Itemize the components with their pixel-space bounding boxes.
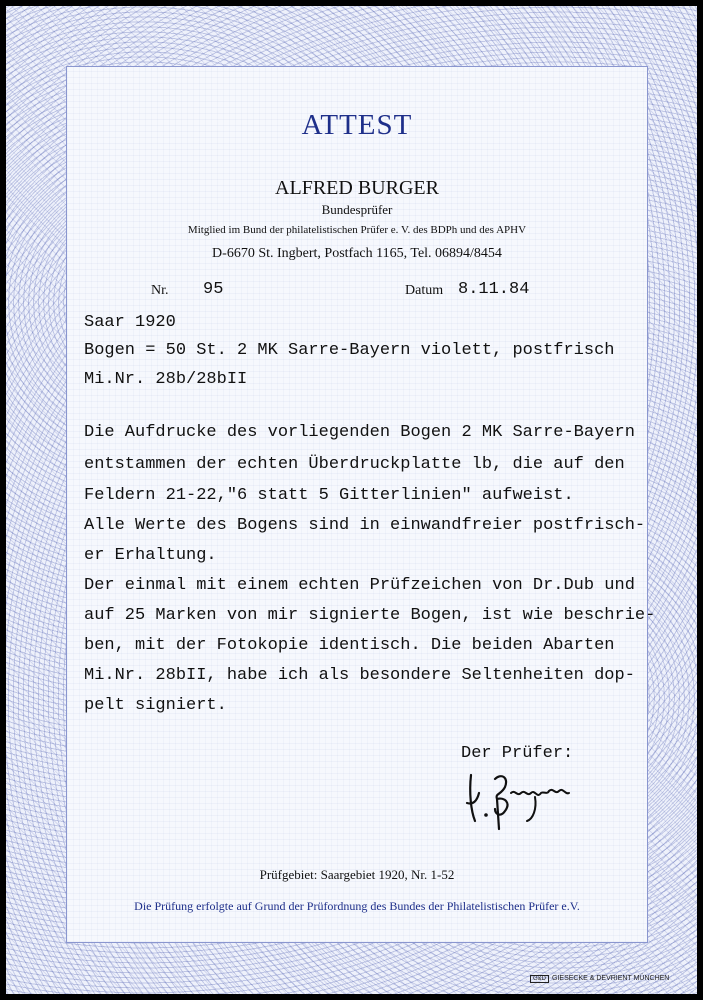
- body-line: pelt signiert.: [84, 696, 227, 715]
- body-line: auf 25 Marken von mir signierte Bogen, ist wie beschrie-: [84, 606, 656, 625]
- body-line: Bogen = 50 St. 2 MK Sarre-Bayern violett, postfrisch: [84, 341, 615, 360]
- signature-label: Der Prüfer:: [461, 744, 574, 763]
- printer-name: GIESECKE & DEVRIENT MÜNCHEN: [552, 975, 670, 982]
- printer-logo: G&D: [530, 975, 549, 983]
- address-line: D-6670 St. Ingbert, Postfach 1165, Tel. 06894/8454: [212, 246, 502, 261]
- examiner-name: ALFRED BURGER: [275, 177, 439, 199]
- body-line: Mi.Nr. 28bII, habe ich als besondere Seltenheiten dop-: [84, 666, 635, 685]
- body-line: Mi.Nr. 28b/28bII: [84, 370, 248, 389]
- examiner-role: Bundesprüfer: [321, 202, 393, 217]
- certificate-sheet: [6, 6, 697, 994]
- examination-scope: Prüfgebiet: Saargebiet 1920, Nr. 1-52: [259, 867, 455, 882]
- date-value: 8.11.84: [458, 280, 530, 299]
- body-line: Saar 1920: [84, 313, 176, 332]
- number-value: 95: [203, 280, 224, 299]
- document-title: ATTEST: [301, 109, 413, 141]
- body-line: Alle Werte des Bogens sind in einwandfreier postfrisch-: [84, 516, 646, 535]
- body-line: ben, mit der Fotokopie identisch. Die beiden Abarten: [84, 636, 615, 655]
- body-line: Der einmal mit einem echten Prüfzeichen von Dr.Dub und: [84, 576, 635, 595]
- body-line: Die Aufdrucke des vorliegenden Bogen 2 MK Sarre-Bayern: [84, 423, 635, 442]
- number-label: Nr.: [151, 283, 169, 298]
- date-label: Datum: [405, 283, 444, 298]
- certificate-panel: [66, 66, 656, 943]
- body-line: Feldern 21-22,"6 statt 5 Gitterlinien" aufweist.: [84, 486, 574, 505]
- examination-note: Die Prüfung erfolgte auf Grund der Prüfordnung des Bundes der Philatelistischen Prüfer e.V.: [134, 899, 580, 913]
- printer-imprint: [530, 975, 669, 983]
- membership-line: Mitglied im Bund der philatelistischen Prüfer e. V. des BDPh und des APHV: [187, 224, 527, 236]
- handwritten-signature: [465, 763, 585, 833]
- body-line: entstammen der echten Überdruckplatte lb, die auf den: [84, 455, 625, 474]
- body-line: er Erhaltung.: [84, 546, 217, 565]
